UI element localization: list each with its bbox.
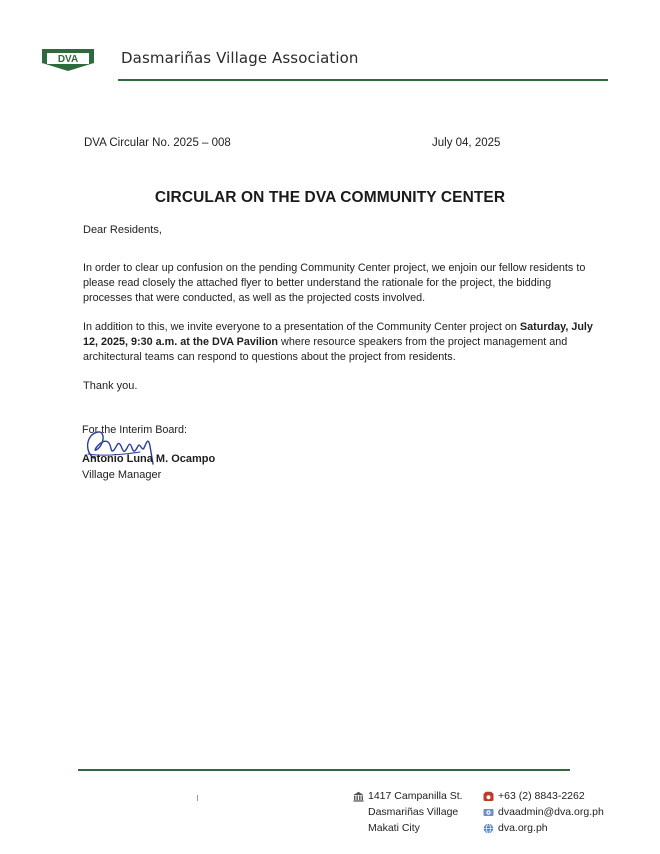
header-divider xyxy=(118,79,608,81)
globe-icon xyxy=(483,823,494,834)
address-line-1: 1417 Campanilla St. xyxy=(368,790,463,802)
circular-title: CIRCULAR ON THE DVA COMMUNITY CENTER xyxy=(154,189,506,206)
footer-divider xyxy=(78,769,570,771)
email-address[interactable]: dvaadmin@dva.org.ph xyxy=(498,806,604,818)
footer-address xyxy=(353,788,463,836)
paragraph-2-text-b: where resource speakers from the project management and architectural teams can respond to questions about the project from residents. xyxy=(83,336,568,363)
for-board-label: For the Interim Board: xyxy=(82,424,188,436)
website-link[interactable]: dva.org.ph xyxy=(498,822,548,834)
footer-contacts xyxy=(483,788,604,836)
letter-date: July 04, 2025 xyxy=(432,137,501,149)
address-line-2: Dasmariñas Village xyxy=(368,806,459,818)
phone-icon xyxy=(483,791,494,802)
salutation: Dear Residents, xyxy=(83,224,162,236)
signatory-name: Antonio Luna M. Ocampo xyxy=(82,453,216,465)
paragraph-1: In order to clear up confusion on the pending Community Center project, we enjoin our fellow residents to please read closely the attached flyer to better understand the rationale for the project, the bidding processes that were conducted, as well as the projected costs involved. xyxy=(83,262,586,304)
closing: Thank you. xyxy=(83,380,138,392)
paragraph-2-event-details: Saturday, July 12, 2025, 9:30 a.m. at the DVA Pavilion xyxy=(83,321,593,348)
address-line-3: Makati City xyxy=(368,822,420,834)
building-icon xyxy=(353,791,364,802)
org-name: Dasmariñas Village Association xyxy=(121,49,359,67)
phone-number: +63 (2) 8843-2262 xyxy=(498,790,585,802)
footer-mark xyxy=(197,795,198,801)
paragraph-2-text-a: In addition to this, we invite everyone to a presentation of the Community Center project on xyxy=(83,321,520,333)
circular-number: DVA Circular No. 2025 – 008 xyxy=(84,137,231,149)
paragraph-2 xyxy=(83,320,593,365)
email-icon xyxy=(483,807,494,818)
logo-text: DVA xyxy=(57,54,79,66)
signatory-role: Village Manager xyxy=(82,469,162,481)
dva-logo xyxy=(38,46,98,72)
